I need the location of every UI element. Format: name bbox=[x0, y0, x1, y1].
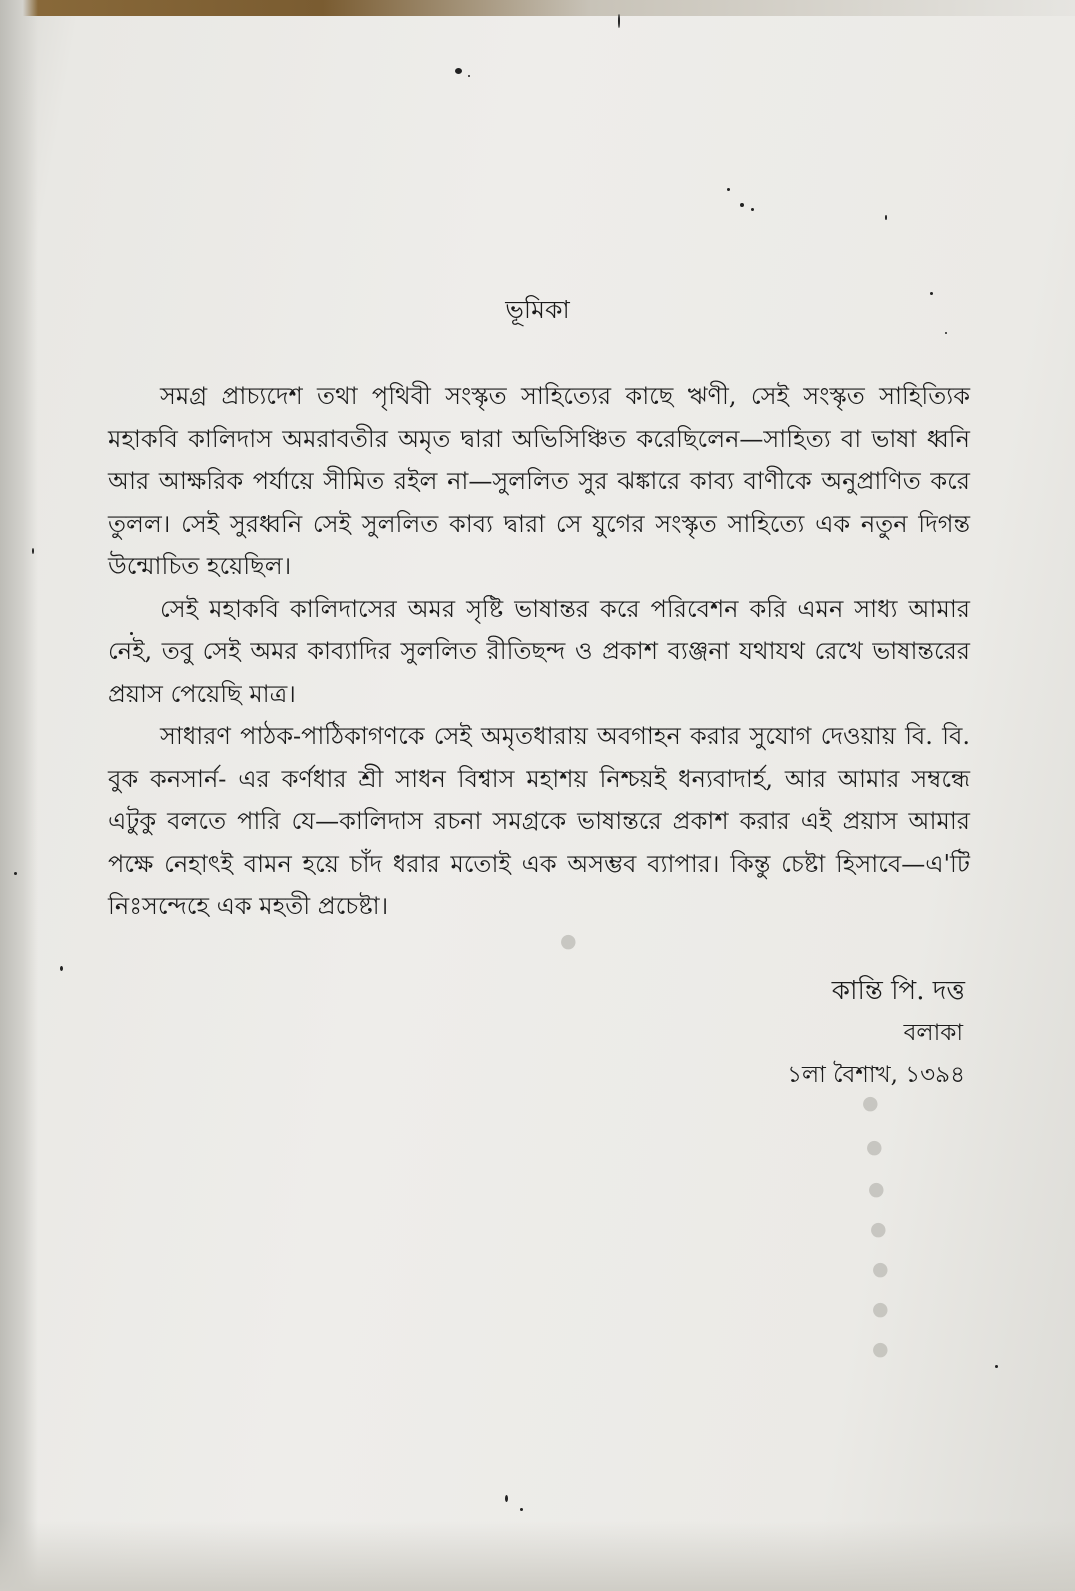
author-place: বলাকা bbox=[903, 1020, 963, 1046]
ink-speck bbox=[740, 203, 744, 207]
page-bottom-shadow bbox=[0, 1521, 1075, 1591]
reverse-side-bleed: ● bbox=[870, 1218, 887, 1240]
ink-speck bbox=[618, 14, 620, 28]
ink-speck bbox=[995, 1365, 998, 1368]
preface-body bbox=[108, 375, 970, 928]
ink-speck bbox=[751, 208, 754, 211]
ink-speck bbox=[505, 1495, 508, 1502]
page-gutter-shadow bbox=[0, 0, 38, 1591]
reverse-side-bleed: ● bbox=[872, 1258, 889, 1280]
ink-speck bbox=[885, 215, 887, 220]
signature-block bbox=[635, 970, 965, 1096]
paragraph: সাধারণ পাঠক-পাঠিকাগণকে সেই অমৃতধারায় অবগাহন করার সুযোগ দেওয়ায় বি. বি. বুক কনসার্ন- এর কর্ণধার শ্রী সাধন বিশ্বাস মহাশয় নিশ্চয়ই ধন্যবাদার্হ, আর আমার সম্বন্ধে এটুকু বলতে পারি যে—কালিদাস রচনা সমগ্রকে ভাষান্তরে প্রকাশ করার এই প্রয়াস আমার পক্ষে নেহাৎই বামন হয়ে চাঁদ ধরার মতোই এক অসম্ভব ব্যাপার। কিন্তু চেষ্টা হিসাবে—এ'টি নিঃসন্দেহে এক মহতী প্রচেষ্টা। bbox=[108, 722, 970, 920]
ink-speck bbox=[14, 872, 17, 875]
paragraph: সেই মহাকবি কালিদাসের অমর সৃষ্টি ভাষান্তর করে পরিবেশন করি এমন সাধ্য আমার নেই, তবু সেই অমর কাব্যাদির সুললিত রীতিছন্দ ও প্রকাশ ব্যঞ্জনা যথাযথ রেখে ভাষান্তরের প্রয়াস পেয়েছি মাত্র। bbox=[108, 594, 970, 708]
reverse-side-bleed: ● bbox=[866, 1136, 883, 1158]
ink-speck bbox=[520, 1508, 523, 1511]
ink-speck bbox=[32, 548, 34, 554]
page-title: ভূমিকা bbox=[505, 295, 570, 324]
ink-speck bbox=[60, 966, 63, 971]
ink-speck bbox=[468, 75, 470, 77]
reverse-side-bleed: ● bbox=[862, 1092, 879, 1114]
reverse-side-bleed: ● bbox=[560, 930, 577, 952]
ink-speck bbox=[727, 188, 730, 191]
reverse-side-bleed: ● bbox=[872, 1298, 889, 1320]
reverse-side-bleed: ● bbox=[868, 1178, 885, 1200]
page-top-edge bbox=[0, 0, 1075, 16]
ink-speck bbox=[455, 68, 462, 74]
author-name: কান্তি পি. দত্ত bbox=[831, 976, 965, 1006]
paragraph: সমগ্র প্রাচ্যদেশ তথা পৃথিবী সংস্কৃত সাহিত্যের কাছে ঋণী, সেই সংস্কৃত সাহিত্যিক মহাকবি কালিদাস অমরাবতীর অমৃত দ্বারা অভিসিঞ্চিত করেছিলেন—সাহিত্য বা ভাষা ধ্বনি আর আক্ষরিক পর্যায়ে সীমিত রইল না—সুললিত সুর ঝঙ্কারে কাব্য বাণীকে অনুপ্রাণিত করে তুলল। সেই সুরধ্বনি সেই সুললিত কাব্য দ্বারা সে যুগের সংস্কৃত সাহিত্যে এক নতুন দিগন্ত উন্মোচিত হয়েছিল। bbox=[108, 382, 970, 580]
reverse-side-bleed: ● bbox=[872, 1338, 889, 1360]
signature-date: ১লা বৈশাখ, ১৩৯৪ bbox=[787, 1062, 965, 1088]
